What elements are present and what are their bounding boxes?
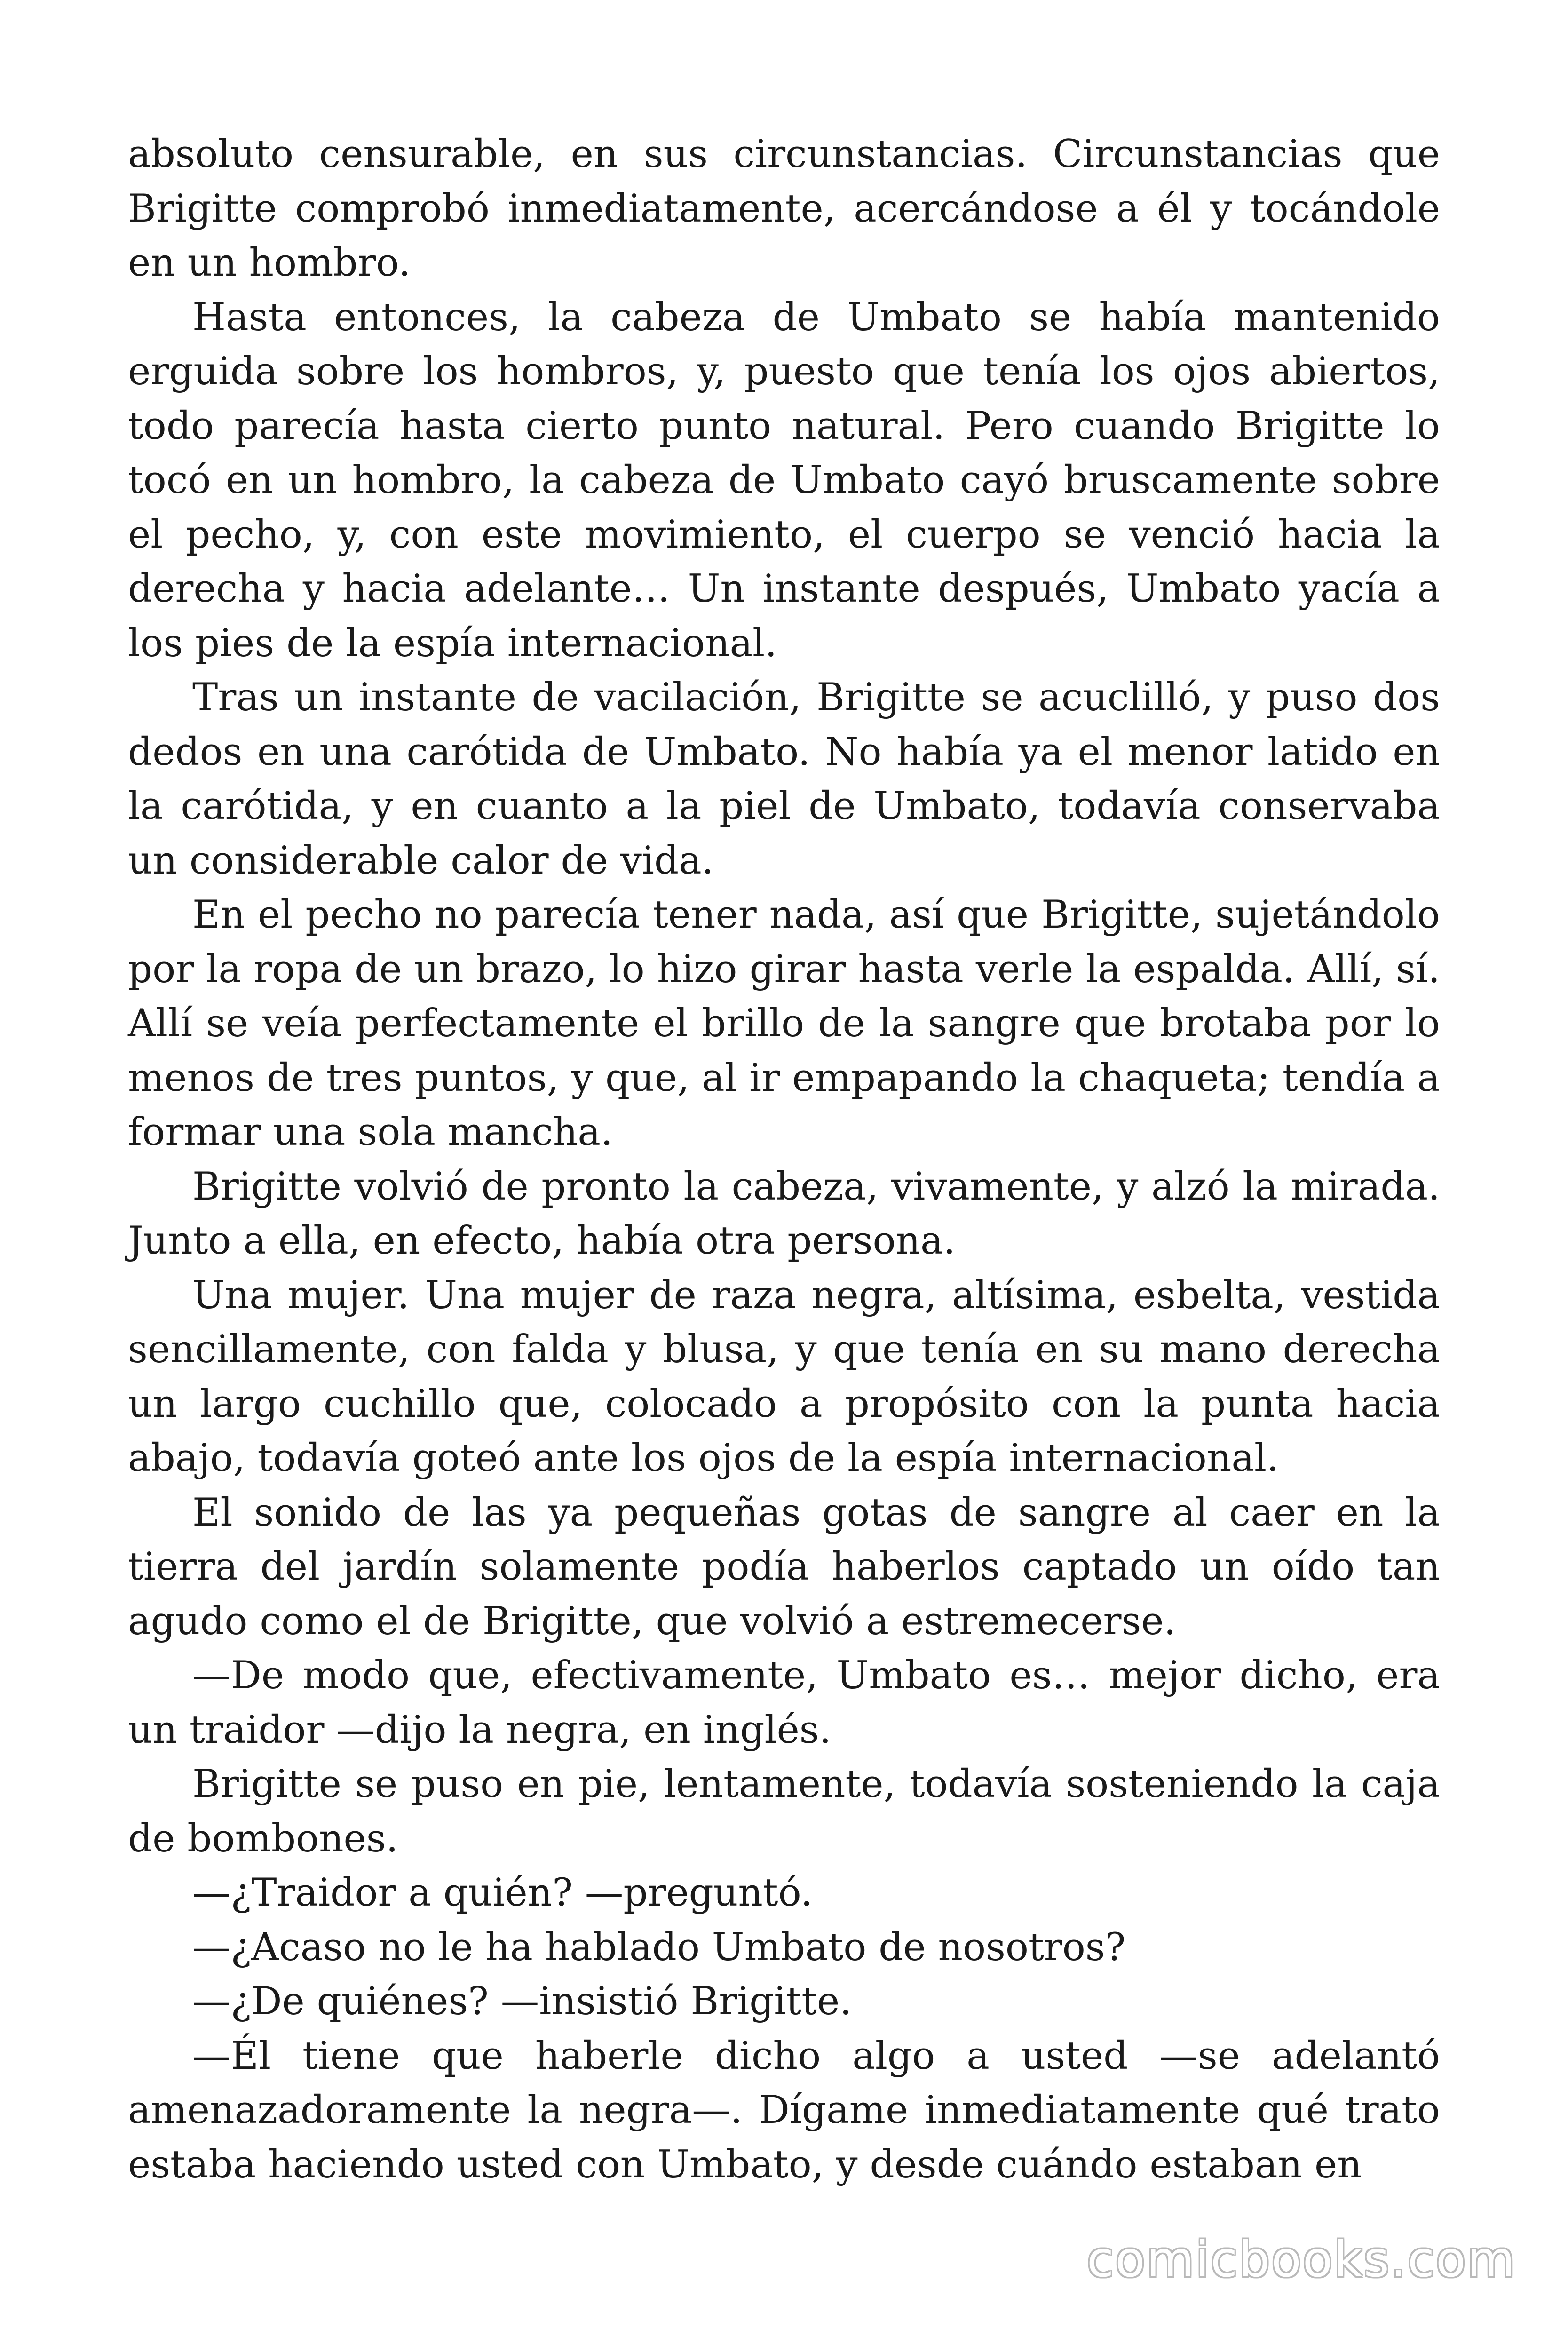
paragraph: El sonido de las ya pequeñas gotas de sangre al caer en la tierra del jardín solamente podía haberlos captado un oído tan agudo como el de Brigitte, que volvió a estremecerse. bbox=[128, 1490, 1440, 1644]
paragraph: —¿Acaso no le ha hablado Umbato de nosotros? bbox=[192, 1924, 1126, 1970]
paragraph: Hasta entonces, la cabeza de Umbato se había mantenido erguida sobre los hombros, y, puesto que tenía los ojos abiertos, todo parecía hasta cierto punto natural. Pero cuando Brigitte lo tocó en un hombro, la cabeza de Umbato cayó bruscamente sobre el pecho, y, con este movimiento, el cuerpo se venció hacia la derecha y hacia adelante… Un instante después, Umbato yacía a los pies de la espía internacional. bbox=[128, 294, 1440, 666]
page-text bbox=[128, 127, 1440, 2192]
paragraph: —¿Traidor a quién? —preguntó. bbox=[192, 1870, 813, 1915]
paragraph: Brigitte se puso en pie, lentamente, todavía sosteniendo la caja de bombones. bbox=[128, 1762, 1440, 1861]
paragraph: Una mujer. Una mujer de raza negra, altísima, esbelta, vestida sencillamente, con falda y blusa, y que tenía en su mano derecha un largo cuchillo que, colocado a propósito con la punta hacia abajo, todavía goteó ante los ojos de la espía internacional. bbox=[128, 1272, 1440, 1480]
paragraph: —Él tiene que haberle dicho algo a usted —se adelantó amenazadoramente la negra—. Dígame inmediatamente qué trato estaba haciendo usted con Umbato, y desde cuándo estaban en bbox=[128, 2033, 1440, 2187]
paragraph: Brigitte volvió de pronto la cabeza, vivamente, y alzó la mirada. Junto a ella, en efecto, había otra persona. bbox=[128, 1164, 1440, 1263]
paragraph: En el pecho no parecía tener nada, así que Brigitte, sujetándolo por la ropa de un brazo, lo hizo girar hasta verle la espalda. Allí, sí. Allí se veía perfectamente el brillo de la sangre que brotaba por lo menos de tres puntos, y que, al ir empapando la chaqueta; tendía a formar una sola mancha. bbox=[128, 892, 1440, 1154]
watermark: comicbooks.com bbox=[1086, 2231, 1516, 2288]
paragraph: absoluto censurable, en sus circunstancias. Circunstancias que Brigitte comprobó inmediatamente, acercándose a él y tocándole en un hombro. bbox=[128, 132, 1440, 285]
paragraph: —¿De quiénes? —insistió Brigitte. bbox=[192, 1979, 852, 2024]
paragraph: Tras un instante de vacilación, Brigitte se acuclilló, y puso dos dedos en una carótida de Umbato. No había ya el menor latido en la carótida, y en cuanto a la piel de Umbato, todavía conservaba un considerable calor de vida. bbox=[128, 675, 1440, 883]
paragraph: —De modo que, efectivamente, Umbato es… mejor dicho, era un traidor —dijo la negra, en inglés. bbox=[128, 1653, 1440, 1752]
